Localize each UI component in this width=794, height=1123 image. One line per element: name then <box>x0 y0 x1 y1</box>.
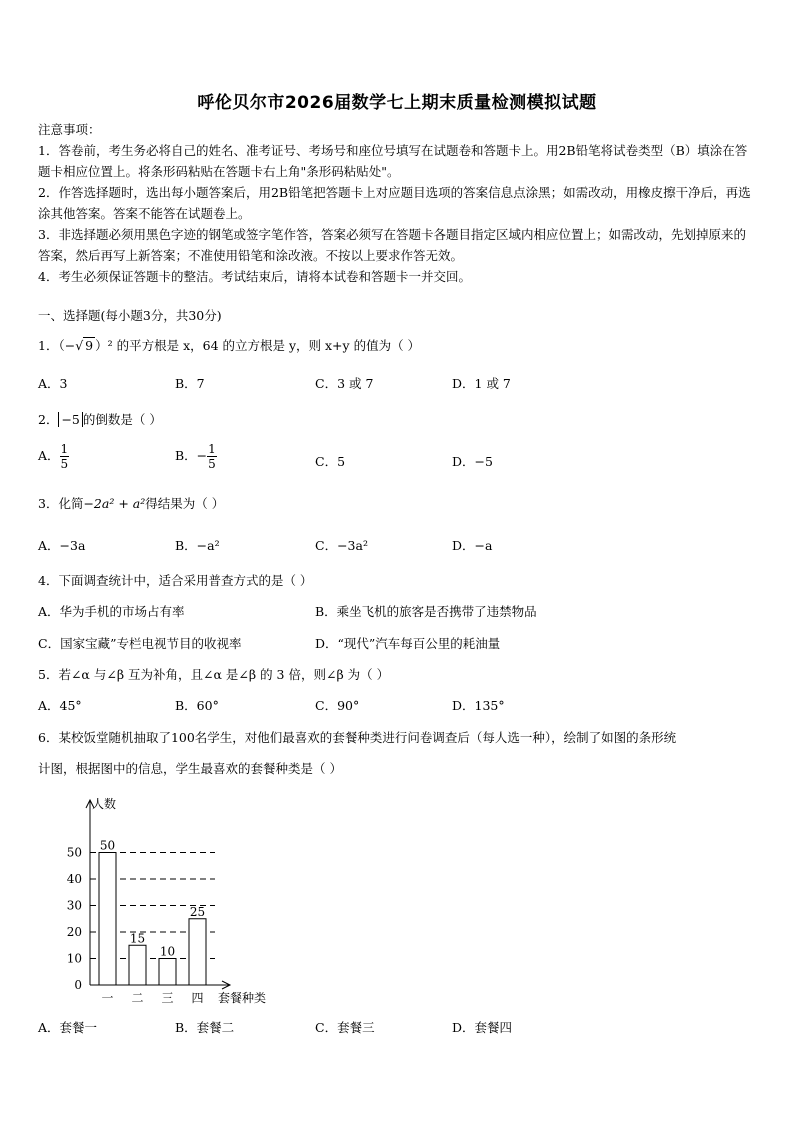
bar <box>189 919 206 985</box>
question-2: 2． −5 的倒数是（ ） <box>38 412 162 427</box>
y-tick-label: 10 <box>66 951 82 966</box>
x-axis-label: 套餐种类 <box>218 991 267 1005</box>
fraction: $\frac{1}{5}$ <box>208 442 216 471</box>
q1-option-d[interactable]: D．1 或 7 <box>452 376 511 391</box>
page-title: 呼伦贝尔市2026届数学七上期末质量检测模拟试题 <box>197 93 597 113</box>
x-tick-label: 一 <box>101 991 114 1005</box>
q4-option-d[interactable]: D．“现代”汽车每百公里的耗油量 <box>315 636 501 651</box>
q1-option-c[interactable]: C．3 或 7 <box>315 376 374 391</box>
q1-option-a[interactable]: A．3 <box>38 376 68 391</box>
notice-item-3: 3．非选择题必须用黑色字迹的钢笔或签字笔作答，答案必须写在答题卡各题目指定区域内相应位置上；如需改动，先划掉原来的答案，然后再写上新答案；不准使用铅笔和涂改液。不按以上要求作答无效。 <box>38 227 746 263</box>
fraction: $\frac{1}{5}$ <box>60 442 69 471</box>
section-heading: 一、选择题(每小题3分，共30分) <box>38 308 222 323</box>
notice-item-4: 4．考生必须保证答题卡的整洁。考试结束后，请将本试卷和答题卡一并交回。 <box>38 269 471 284</box>
q3-option-c[interactable]: C．−3a² <box>315 538 368 553</box>
question-3: 3．化简−2a² + a²得结果为（ ） <box>38 496 225 511</box>
bar <box>99 853 116 986</box>
x-tick-label: 二 <box>131 991 144 1005</box>
y-axis-label: 人数 <box>92 797 117 811</box>
q6-option-b[interactable]: B．套餐二 <box>175 1020 235 1035</box>
q4-option-c[interactable]: C．国家宝藏”专栏电视节目的收视率 <box>38 636 242 651</box>
x-tick-label: 四 <box>191 991 204 1005</box>
q6-option-d[interactable]: D．套餐四 <box>452 1020 513 1035</box>
q1-option-b[interactable]: B．7 <box>175 376 205 391</box>
q3-option-a[interactable]: A．−3a <box>38 538 86 553</box>
q6-option-c[interactable]: C．套餐三 <box>315 1020 375 1035</box>
bar-value-label: 10 <box>159 944 176 959</box>
square-root: √ 9 <box>75 338 94 353</box>
y-tick-label: 0 <box>74 978 82 992</box>
notice-item-2: 2．作答选择题时，选出每小题答案后，用2B铅笔把答题卡上对应题目选项的答案信息点涂黑；如需改动，用橡皮擦干净后，再选涂其他答案。答案不能答在试题卷上。 <box>38 185 751 221</box>
bar-value-label: 50 <box>99 838 116 853</box>
question-6-line-1: 6．某校饭堂随机抽取了100名学生，对他们最喜欢的套餐种类进行问卷调查后（每人选一种），绘制了如图的条形统 <box>38 730 677 745</box>
notice-heading: 注意事项： <box>38 122 101 137</box>
question-5: 5．若∠α 与∠β 互为补角，且∠α 是∠β 的 3 倍，则∠β 为（ ） <box>38 667 390 682</box>
q3-option-d[interactable]: D．−a <box>452 538 493 553</box>
bar <box>159 959 176 986</box>
question-1: 1．（−√ 9 ）² 的平方根是 x，64 的立方根是 y，则 x+y 的值为（ ） <box>38 338 421 353</box>
bar-value-label: 25 <box>189 904 206 919</box>
q2-option-a[interactable]: A． $\frac{1}{5}$ <box>38 442 69 471</box>
absolute-value: −5 <box>58 412 82 427</box>
notice-section <box>38 119 758 287</box>
bar <box>129 945 146 985</box>
q3-option-b[interactable]: B．−a² <box>175 538 220 553</box>
q5-option-d[interactable]: D．135° <box>452 698 505 713</box>
q2-option-d[interactable]: D．−5 <box>452 454 493 469</box>
q2-option-c[interactable]: C．5 <box>315 454 346 469</box>
q6-option-a[interactable]: A．套餐一 <box>38 1020 98 1035</box>
x-tick-label: 三 <box>161 991 174 1005</box>
bar-value-label: 15 <box>129 931 146 946</box>
bar-chart <box>55 790 295 1010</box>
q4-option-a[interactable]: A．华为手机的市场占有率 <box>38 604 185 619</box>
q5-option-a[interactable]: A．45° <box>38 698 82 713</box>
y-tick-label: 50 <box>66 845 82 860</box>
question-4: 4．下面调查统计中，适合采用普查方式的是（ ） <box>38 573 313 588</box>
y-tick-label: 20 <box>66 925 82 939</box>
notice-item-1: 1．答卷前，考生务必将自己的姓名、准考证号、考场号和座位号填写在试题卷和答题卡上。用2B铅笔将试卷类型（B）填涂在答题卡相应位置上。将条形码粘贴在答题卡右上角"条形码粘贴处"。 <box>38 143 748 179</box>
q4-option-b[interactable]: B．乘坐飞机的旅客是否携带了违禁物品 <box>315 604 537 619</box>
y-tick-label: 30 <box>66 898 82 913</box>
q5-option-c[interactable]: C．90° <box>315 698 360 713</box>
q2-option-b[interactable]: B．− $\frac{1}{5}$ <box>175 442 216 471</box>
q5-option-b[interactable]: B．60° <box>175 698 219 713</box>
y-tick-label: 40 <box>66 872 82 886</box>
question-6-line-2: 计图，根据图中的信息，学生最喜欢的套餐种类是（ ） <box>38 761 342 776</box>
math-expression: −2a² + a² <box>83 496 146 511</box>
